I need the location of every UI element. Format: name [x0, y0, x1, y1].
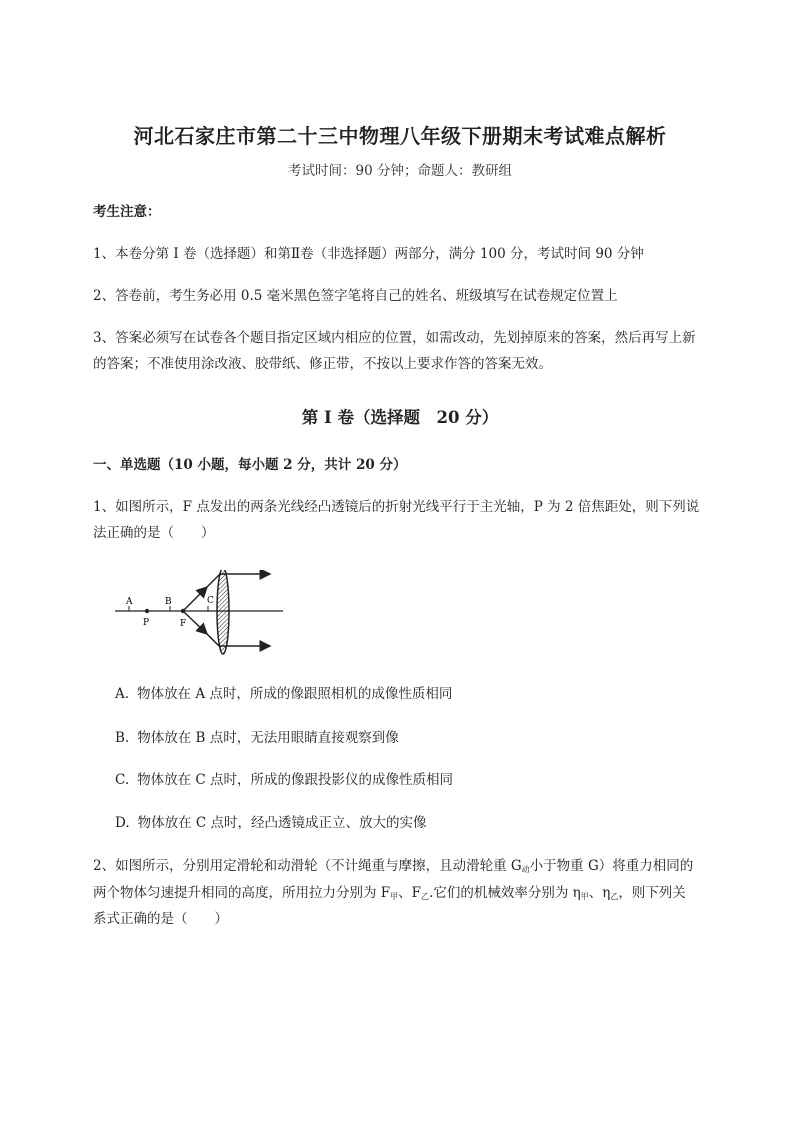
ray-down-incident	[183, 611, 207, 634]
part-heading: 一、单选题（10 小题，每小题 2 分，共计 20 分）	[93, 457, 407, 473]
question-1-option-c[interactable]	[115, 769, 453, 791]
convex-lens-diagram	[115, 570, 285, 660]
question-2-stem	[93, 853, 748, 883]
q2-sub-yi-2: 乙	[610, 892, 619, 901]
label-p: P	[143, 618, 150, 628]
page-title: 河北石家庄市第二十三中物理八年级下册期末考试难点解析	[133, 124, 667, 148]
q2-text-2d: 、η	[588, 885, 611, 901]
option-text: 物体放在 A 点时，所成的像跟照相机的成像性质相同	[137, 686, 453, 702]
q2-sub-jia-2: 甲	[580, 892, 589, 901]
question-1-stem-cont: 法正确的是（ ）	[93, 525, 215, 541]
option-text: 物体放在 C 点时，所成的像跟投影仪的成像性质相同	[137, 772, 454, 788]
option-letter: C.	[115, 772, 130, 788]
section-title: 第 I 卷（选择题 20 分）	[301, 408, 499, 427]
ray-up-incident	[183, 587, 207, 611]
q2-sub-yi-1: 乙	[421, 892, 430, 901]
q2-text-2b: 、F	[398, 885, 422, 901]
label-c: C	[207, 596, 214, 606]
label-b: B	[165, 597, 172, 607]
question-2-stem-end: 系式正确的是（ ）	[93, 911, 228, 927]
label-a: A	[126, 597, 133, 607]
option-letter: B.	[115, 730, 130, 746]
q2-text-2e: ，则下列关	[618, 885, 686, 901]
notice-item-3-cont: 的答案；不准使用涂改液、胶带纸、修正带，不按以上要求作答的答案无效。	[93, 356, 552, 372]
ray-down-incident-2	[207, 634, 219, 646]
label-f: F	[180, 619, 187, 629]
q2-text-2c: .它们的机械效率分别为 η	[429, 885, 581, 901]
option-letter: A.	[115, 686, 130, 702]
q2-text-1b: 小于物重 G）将重力相同的	[529, 858, 694, 874]
option-text: 物体放在 B 点时，无法用眼睛直接观察到像	[137, 730, 399, 746]
notice-item-2: 2、答卷前，考生务必用 0.5 毫米黑色签字笔将自己的姓名、班级填写在试卷规定位置上	[93, 288, 618, 304]
notice-item-3: 3、答案必须写在试卷各个题目指定区域内相应的位置，如需改动，先划掉原来的答案，然后再写上新	[93, 330, 696, 346]
q2-sub-dong: 动	[521, 865, 530, 874]
option-text: 物体放在 C 点时，经凸透镜成正立、放大的实像	[137, 815, 427, 831]
option-letter: D.	[115, 815, 130, 831]
question-1-option-a[interactable]	[115, 683, 452, 705]
question-1-option-b[interactable]	[115, 727, 399, 749]
q2-text-1a: 2、如图所示，分别用定滑轮和动滑轮（不计绳重与摩擦，且动滑轮重 G	[93, 858, 522, 874]
convex-lens	[217, 570, 229, 654]
q2-text-2a: 两个物体匀速提升相同的高度，所用拉力分别为 F	[93, 885, 391, 901]
notice-item-1: 1、本卷分第 I 卷（选择题）和第Ⅱ卷（非选择题）两部分，满分 100 分，考试时间 90 分钟	[93, 246, 644, 262]
exam-meta: 考试时间：90 分钟；命题人：教研组	[288, 163, 512, 179]
question-1-option-d[interactable]	[115, 812, 427, 834]
question-1-stem: 1、如图所示，F 点发出的两条光线经凸透镜后的折射光线平行于主光轴，P 为 2 倍焦距处，则下列说	[93, 499, 700, 515]
notice-heading: 考生注意：	[93, 204, 161, 220]
q2-sub-jia-1: 甲	[390, 892, 399, 901]
point-p	[145, 609, 149, 613]
